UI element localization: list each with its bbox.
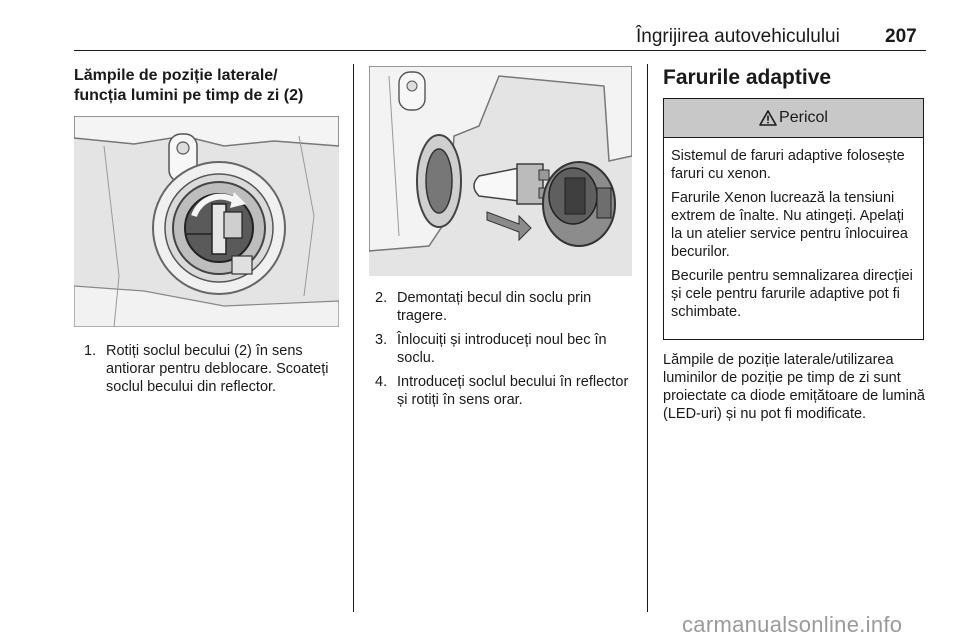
list-item — [84, 342, 346, 396]
danger-paragraph: Becurile pentru semnalizarea direcției și cele pentru farurile adaptive pot fi schimbate. — [671, 268, 913, 320]
section-heading-adaptive-headlights: Farurile adaptive — [663, 66, 832, 89]
illustration-bulb-socket-rotate — [74, 116, 339, 327]
body-paragraph-led-lamps: Lămpile de poziție laterale/utilizarea luminilor de poziție pe timp de zi sunt proiectate ca diode emițătoare de lumină (LED-uri) și nu pot fi modificate. — [663, 352, 925, 422]
watermark: carmanualsonline.info — [682, 612, 903, 637]
steps-list-col2 — [375, 289, 637, 415]
step-number: 1. — [84, 343, 97, 359]
step-text: Rotiți soclul becului (2) în sens antiorar pentru deblocare. Scoateți soclul becului din reflector. — [106, 343, 329, 395]
warning-triangle-icon — [759, 110, 777, 126]
step-number: 2. — [375, 290, 388, 306]
steps-list-col1 — [84, 342, 346, 402]
danger-label: Pericol — [779, 109, 828, 126]
step-number: 3. — [375, 332, 388, 348]
column-divider-1 — [353, 64, 354, 612]
page-number: 207 — [885, 26, 917, 47]
danger-body — [664, 138, 923, 321]
list-item — [375, 289, 637, 325]
column-divider-2 — [647, 64, 648, 612]
section-title-line-1: Lămpile de poziție laterale/ — [74, 67, 278, 84]
step-text: Înlocuiți și introduceți noul bec în soclu. — [397, 332, 607, 366]
running-header-title: Îngrijirea autovehiculului — [636, 26, 840, 47]
header-rule — [74, 50, 926, 51]
illustration-bulb-removal — [369, 66, 632, 276]
section-title-line-2: funcția lumini pe timp de zi (2) — [74, 87, 304, 104]
step-text: Introduceți soclul becului în reflector și rotiți în sens orar. — [397, 374, 629, 408]
danger-paragraph: Farurile Xenon lucrează la tensiuni extrem de înalte. Nu atingeți. Apelați la un atelier service pentru înlocuirea becurilor. — [671, 190, 908, 260]
step-number: 4. — [375, 374, 388, 390]
list-item — [375, 331, 637, 367]
danger-header — [664, 99, 923, 138]
danger-paragraph: Sistemul de faruri adaptive folosește faruri cu xenon. — [671, 148, 905, 182]
list-item — [375, 373, 637, 409]
section-title-side-lamps — [74, 66, 303, 106]
danger-box — [663, 98, 924, 340]
step-text: Demontați becul din soclu prin tragere. — [397, 290, 592, 324]
